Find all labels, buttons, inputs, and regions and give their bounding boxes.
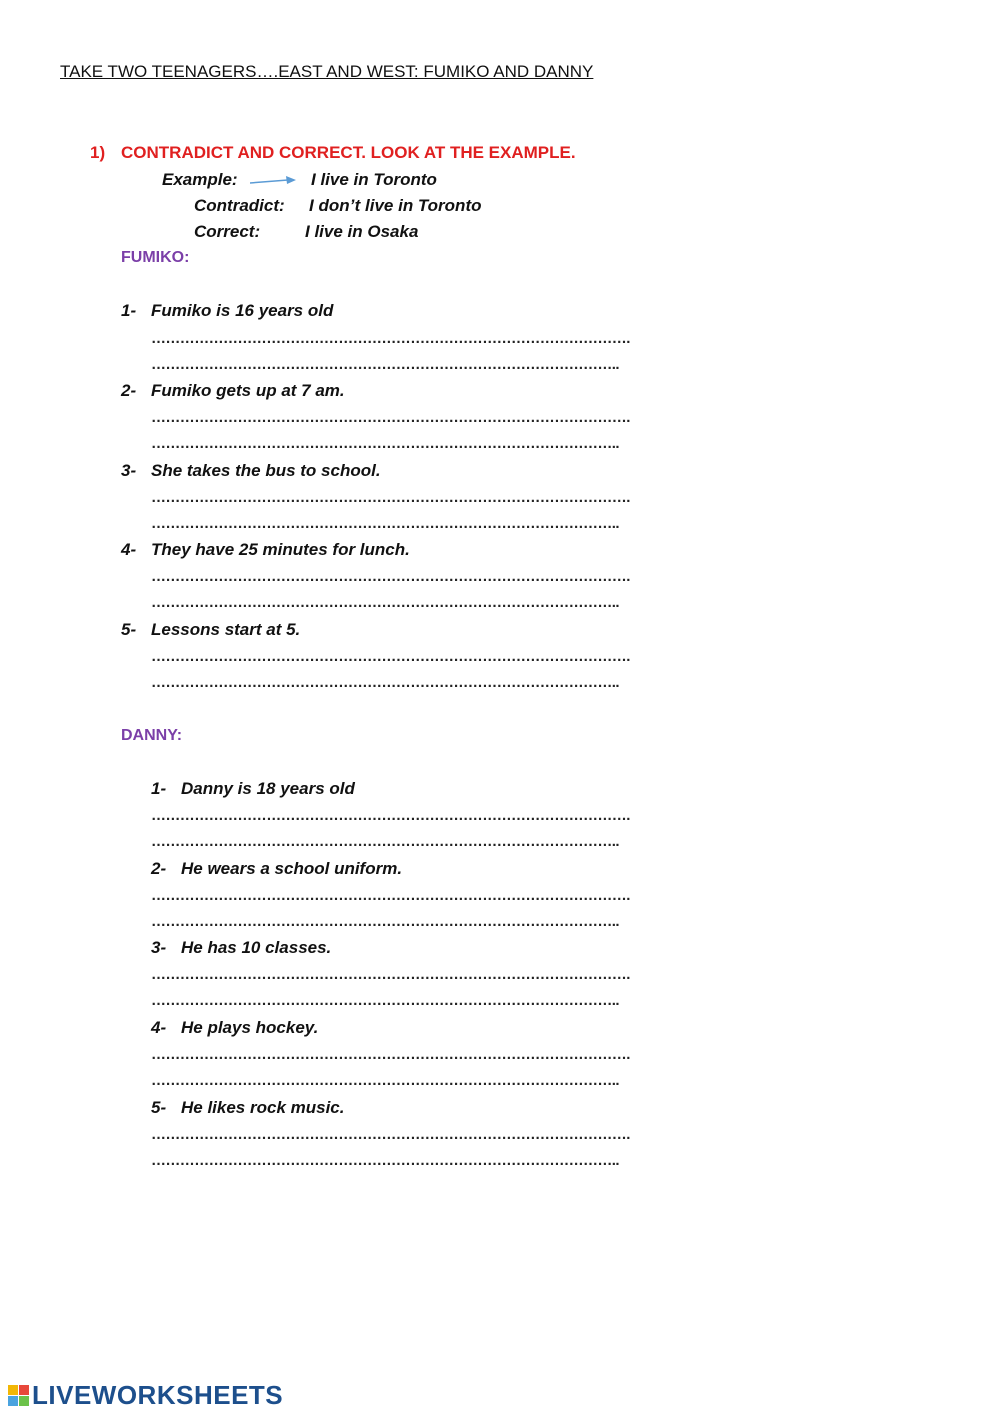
example-sentence: I live in Toronto [311, 170, 437, 189]
answer-line[interactable]: …………………………………………………………………………………….. [151, 1152, 619, 1169]
danny-question-1: 1- Danny is 18 years old [151, 779, 355, 798]
answer-line[interactable]: …………………………………………………………………………………….. [151, 674, 619, 691]
fumiko-question-1: 1- Fumiko is 16 years old [121, 301, 334, 320]
answer-line[interactable]: …………………………………………………………………………………….. [151, 992, 619, 1009]
contradict-sentence: I don’t live in Toronto [309, 196, 482, 215]
danny-question-5: 5- He likes rock music. [151, 1098, 345, 1117]
answer-line[interactable]: ………………………………………………………………………………………. [151, 648, 630, 665]
answer-line[interactable]: …………………………………………………………………………………….. [151, 435, 619, 452]
answer-line[interactable]: ………………………………………………………………………………………. [151, 887, 630, 904]
correct-sentence: I live in Osaka [305, 222, 419, 241]
logo-text: LIVEWORKSHEETS [32, 1380, 284, 1410]
answer-line[interactable]: ………………………………………………………………………………………. [151, 489, 630, 506]
answer-line[interactable]: ………………………………………………………………………………………. [151, 966, 630, 983]
fumiko-heading: FUMIKO: [121, 249, 190, 266]
danny-question-2: 2- He wears a school uniform. [151, 859, 403, 878]
answer-line[interactable]: …………………………………………………………………………………….. [151, 833, 619, 850]
answer-line[interactable]: ………………………………………………………………………………………. [151, 409, 630, 426]
correct-label: Correct: [194, 222, 261, 241]
worksheet-title: TAKE TWO TEENAGERS….EAST AND WEST: FUMIKO AND DANNY [60, 62, 594, 81]
answer-line[interactable]: ………………………………………………………………………………………. [151, 568, 630, 585]
answer-line[interactable]: …………………………………………………………………………………….. [151, 1072, 619, 1089]
liveworksheets-logo [8, 1380, 283, 1411]
answer-line[interactable]: …………………………………………………………………………………….. [151, 594, 619, 611]
logo-blocks-icon [8, 1385, 29, 1406]
fumiko-question-4: 4- They have 25 minutes for lunch. [121, 540, 410, 559]
fumiko-question-5: 5- Lessons start at 5. [121, 620, 301, 639]
danny-question-3: 3- He has 10 classes. [151, 938, 332, 957]
section-number: 1) [90, 143, 106, 162]
answer-line[interactable]: …………………………………………………………………………………….. [151, 356, 619, 373]
fumiko-question-3: 3- She takes the bus to school. [121, 461, 381, 480]
fumiko-question-2: 2- Fumiko gets up at 7 am. [121, 381, 345, 400]
answer-line[interactable]: ………………………………………………………………………………………. [151, 1126, 630, 1143]
danny-heading: DANNY: [121, 727, 183, 744]
section-instruction: CONTRADICT AND CORRECT. LOOK AT THE EXAMPLE. [121, 143, 576, 162]
answer-line[interactable]: ………………………………………………………………………………………. [151, 807, 630, 824]
section-heading [90, 143, 576, 163]
danny-question-4: 4- He plays hockey. [151, 1018, 319, 1037]
arrow-right-icon [250, 172, 298, 188]
answer-line[interactable]: …………………………………………………………………………………….. [151, 913, 619, 930]
answer-line[interactable]: ………………………………………………………………………………………. [151, 330, 630, 347]
answer-line[interactable]: …………………………………………………………………………………….. [151, 515, 619, 532]
contradict-label: Contradict: [194, 196, 285, 215]
answer-line[interactable]: ………………………………………………………………………………………. [151, 1046, 630, 1063]
example-label: Example: [162, 170, 238, 189]
